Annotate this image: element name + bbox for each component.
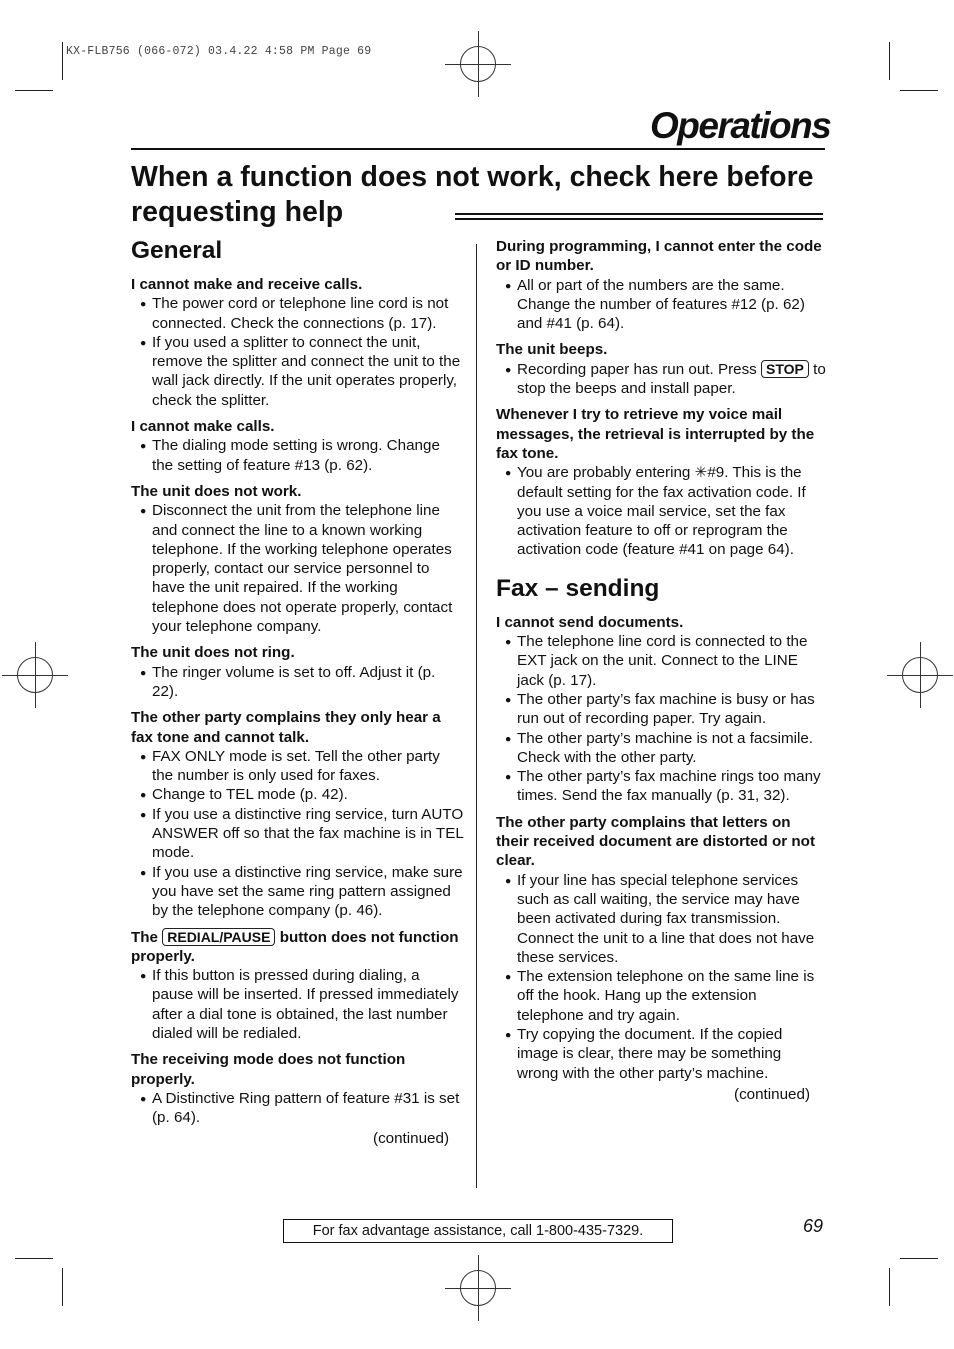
solution-item: ● If this button is pressed during dialing, a pause will be inserted. If pressed immediately after a dial tone is obtained, the last number dialed will be redialed. bbox=[131, 966, 465, 1043]
solution-item: ● If you use a distinctive ring service, turn AUTO ANSWER off so that the fax machine is in TEL mode. bbox=[131, 805, 465, 863]
solution-item: ● The ringer volume is set to off. Adjust it (p. 22). bbox=[131, 663, 465, 702]
solution-item: ● The extension telephone on the same line is off the hook. Hang up the extension telephone and try again. bbox=[496, 967, 826, 1025]
page-number: 69 bbox=[803, 1216, 824, 1236]
continued-note: (continued) bbox=[734, 1085, 810, 1103]
solution-item: ● If you use a distinctive ring service, make sure you have set the same ring pattern assigned by the telephone company (p. 46). bbox=[131, 863, 465, 921]
problem-heading: The unit does not ring. bbox=[131, 644, 295, 662]
problem-heading bbox=[131, 928, 465, 967]
problem-heading: The other party complains that letters on their received document are distorted or not clear. bbox=[496, 813, 816, 870]
column-divider bbox=[476, 244, 477, 1188]
fax-sending-heading: Fax – sending bbox=[496, 574, 660, 602]
problem-heading: The unit beeps. bbox=[496, 341, 608, 359]
solution-item: ● The dialing mode setting is wrong. Change the setting of feature #13 (p. 62). bbox=[131, 436, 465, 475]
problem-heading: During programming, I cannot enter the code or ID number. bbox=[496, 238, 822, 275]
solution-item: ● Change to TEL mode (p. 42). bbox=[131, 785, 465, 804]
left-column bbox=[131, 236, 465, 1149]
crop-mark bbox=[15, 1258, 53, 1259]
solution-item bbox=[496, 360, 826, 399]
problem-heading: Whenever I try to retrieve my voice mail messages, the retrieval is interrupted by the fax tone. bbox=[496, 406, 815, 462]
solution-text: to stop the beeps and install paper. bbox=[517, 360, 826, 398]
problem-heading: I cannot send documents. bbox=[496, 613, 684, 631]
title-rule bbox=[131, 148, 825, 150]
problem-heading-prefix: The bbox=[131, 928, 159, 946]
crop-mark bbox=[900, 90, 938, 91]
crop-mark bbox=[62, 42, 63, 80]
solution-item: ● The power cord or telephone line cord is not connected. Check the connections (p. 17). bbox=[131, 294, 465, 333]
solution-item: ● The telephone line cord is connected to the EXT jack on the unit. Connect to the LINE jack (p. 17). bbox=[496, 632, 826, 690]
crop-mark bbox=[889, 1268, 890, 1306]
solution-item: ● Disconnect the unit from the telephone line and connect the line to a known working telephone. If the working telephone operates properly, contact our service personnel to have the unit repaired. If the working telephone does not operate properly, contact your telephone company. bbox=[131, 501, 465, 636]
stop-key: STOP bbox=[761, 360, 809, 378]
crop-mark bbox=[15, 90, 53, 91]
problem-heading: I cannot make calls. bbox=[131, 418, 275, 436]
right-column bbox=[496, 237, 826, 1104]
registration-mark bbox=[17, 657, 53, 693]
assistance-footer: For fax advantage assistance, call 1-800-435-7329. bbox=[283, 1219, 673, 1243]
problem-heading: I cannot make and receive calls. bbox=[131, 276, 363, 293]
solution-item: ● If your line has special telephone services such as call waiting, the service may have been activated during fax transmission. Connect the unit to a line that does not have these services. bbox=[496, 871, 826, 967]
solution-item: ● FAX ONLY mode is set. Tell the other party the number is only used for faxes. bbox=[131, 747, 465, 786]
printer-slug: KX-FLB756 (066-072) 03.4.22 4:58 PM Page 69 bbox=[66, 45, 372, 58]
registration-mark bbox=[460, 1270, 496, 1306]
solution-item: ● You are probably entering ✳#9. This is the default setting for the fax activation code. If you use a voice mail service, set the fax activation feature to off or reprogram the activation code (feature #41 on page 64). bbox=[496, 463, 826, 559]
general-heading: General bbox=[131, 237, 223, 264]
registration-mark bbox=[460, 46, 496, 82]
solution-item: ● If you used a splitter to connect the unit, remove the splitter and connect the unit to the wall jack directly. If the unit operates properly, check the splitter. bbox=[131, 333, 465, 410]
crop-mark bbox=[889, 42, 890, 80]
solution-item: ● The other party’s fax machine is busy or has run out of recording paper. Try again. bbox=[496, 690, 826, 729]
registration-mark bbox=[902, 657, 938, 693]
crop-mark bbox=[900, 1258, 938, 1259]
solution-item: ● The other party’s fax machine rings too many times. Send the fax manually (p. 31, 32). bbox=[496, 767, 826, 806]
solution-text: Recording paper has run out. Press bbox=[517, 360, 757, 378]
solution-item: ● A Distinctive Ring pattern of feature #31 is set (p. 64). bbox=[131, 1089, 465, 1128]
solution-item: ● The other party’s machine is not a facsimile. Check with the other party. bbox=[496, 729, 826, 768]
solution-item: ● All or part of the numbers are the same. Change the number of features #12 (p. 62) and #41 (p. 64). bbox=[496, 276, 826, 334]
problem-heading: The other party complains they only hear a fax tone and cannot talk. bbox=[131, 709, 441, 746]
problem-heading: The unit does not work. bbox=[131, 482, 302, 500]
continued-note: (continued) bbox=[373, 1130, 449, 1148]
solution-item: ● Try copying the document. If the copied image is clear, there may be something wrong with the other party’s machine. bbox=[496, 1025, 826, 1083]
heading-double-rule bbox=[455, 213, 823, 220]
problem-heading: The receiving mode does not function properly. bbox=[131, 1051, 406, 1088]
redial-pause-key: REDIAL/PAUSE bbox=[162, 928, 275, 946]
main-heading: When a function does not work, check here before requesting help bbox=[131, 161, 814, 228]
crop-mark bbox=[62, 1268, 63, 1306]
section-title: Operations bbox=[650, 105, 831, 146]
problem-heading-suffix: button does not function properly. bbox=[131, 928, 459, 965]
